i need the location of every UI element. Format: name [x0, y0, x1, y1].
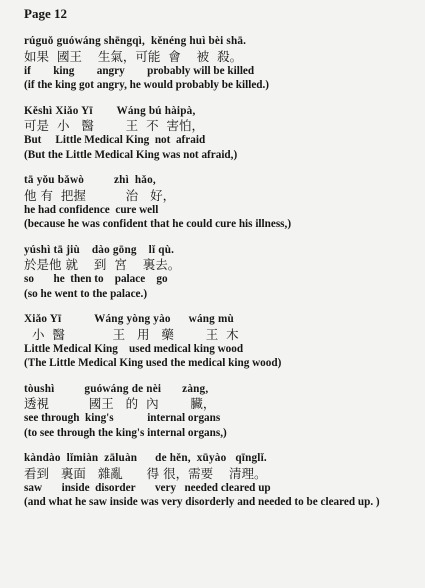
pinyin-line: tā yǒu bǎwò zhì hǎo,: [24, 174, 156, 186]
chinese-line: 透視 國王 的 內 臟，: [24, 396, 216, 411]
translation-line: (to see through the king's internal organs,): [24, 426, 227, 439]
translation-line: (so he went to the palace.): [24, 287, 148, 300]
pinyin-line: tòushì guówáng de nèi zàng,: [24, 382, 209, 395]
chinese-line: 看到 裏面 雜亂 得 很，需要 清理。: [24, 465, 267, 481]
translation-line: (and what he saw inside was very disorderly and needed to be cleared up. ): [24, 496, 380, 508]
chinese-line: 他 有 把握 治 好，: [24, 187, 176, 203]
page-number: Page 12: [24, 6, 67, 21]
gloss-line: But Little Medical King not afraid: [24, 134, 206, 146]
pinyin-line: Xiǎo Yī Wáng yòng yào wáng mù: [24, 313, 234, 325]
gloss-line: saw inside disorder very needed cleared up: [24, 481, 271, 494]
sentence-block-6: [24, 382, 411, 441]
chinese-line: 於是他 就 到 宮 裏去。: [24, 257, 181, 272]
translation-line: (The Little Medical King used the medical king wood): [24, 357, 282, 369]
gloss-line: Little Medical King used medical king wood: [24, 342, 244, 355]
chinese-line: 小 醫 王 用 藥 王 木: [24, 326, 239, 342]
chinese-line: 可是 小 醫 王 不 害怕，: [24, 118, 205, 133]
sentence-block-3: [24, 173, 411, 232]
gloss-line: he had confidence cure well: [24, 203, 159, 216]
translation-line: (But the Little Medical King was not afraid,): [24, 148, 238, 161]
pinyin-line: Kěshì Xiǎo Yī Wáng bú hàipà,: [24, 104, 196, 117]
gloss-line: see through king's internal organs: [24, 412, 221, 424]
gloss-line: so he then to palace go: [24, 273, 168, 285]
pinyin-line: rúguǒ guówáng shēngqì, kěnéng huì bèi shā.: [24, 35, 247, 47]
sentence-block-5: [24, 312, 411, 371]
gloss-line: if king angry probably will be killed: [24, 64, 255, 77]
sentence-block-2: [24, 104, 411, 163]
translation-line: (if the king got angry, he would probably be killed.): [24, 79, 270, 91]
sentence-block-1: [24, 34, 411, 93]
pinyin-line: kàndào lǐmiàn zāluàn de hěn, xūyào qīnglǐ.: [24, 452, 267, 464]
sentence-block-7: [24, 451, 411, 510]
pinyin-line: yúshì tā jiù dào gōng lǐ qù.: [24, 243, 175, 256]
translation-line: (because he was confident that he could cure his illness,): [24, 218, 292, 230]
sentence-block-4: [24, 243, 411, 302]
chinese-line: 如果 國王 生氣，可能 會 被 殺。: [24, 48, 243, 64]
